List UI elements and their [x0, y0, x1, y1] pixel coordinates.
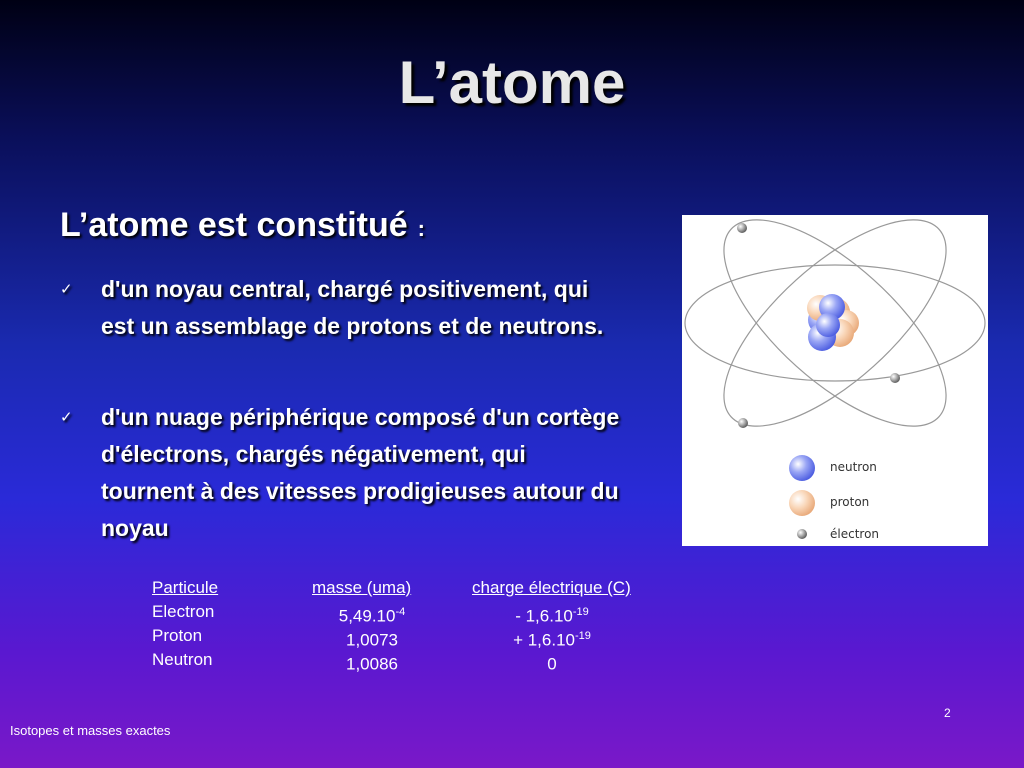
particle-table [152, 576, 672, 672]
header-particle: Particule [152, 578, 219, 597]
legend-proton: proton [830, 495, 870, 509]
table-header-row [152, 576, 672, 600]
particle-mass: 1,0086 [346, 654, 398, 674]
table-row [152, 600, 672, 624]
checkmark-icon: ✓ [60, 281, 73, 298]
section-heading [60, 206, 425, 245]
legend-electron: électron [830, 527, 880, 541]
nucleus [807, 294, 859, 351]
header-charge: charge électrique (C) [472, 578, 631, 597]
particle-charge: + $1,6.10^{-19}$ [513, 630, 591, 650]
particle-mass: $5,49.10^{-4}$ [338, 606, 406, 626]
particle-name: Proton [152, 626, 203, 645]
heading-colon: : [417, 216, 425, 241]
checkmark-icon: ✓ [60, 409, 73, 426]
particle-charge: - $1,6.10^{-19}$ [515, 606, 589, 626]
particle-mass: 1,0073 [346, 630, 398, 650]
electron-legend-icon [797, 529, 807, 539]
electron-dot [737, 223, 747, 233]
electron-dot [738, 418, 748, 428]
bullet-text: d'un noyau central, chargé positivement, qui est un assemblage de protons et de neutrons. [101, 276, 604, 339]
bullet-item-electrons [60, 399, 620, 547]
header-mass: masse (uma) [312, 578, 412, 597]
bullet-text: d'un nuage périphérique composé d'un cortège d'électrons, chargés négativement, qui tournent à des vitesses prodigieuses autour du noyau [101, 404, 620, 541]
particle-name: Neutron [152, 650, 213, 669]
footer-text: Isotopes et masses exactes [10, 723, 171, 738]
electron-dot [890, 373, 900, 383]
table-row [152, 648, 672, 672]
slide-title: L’atome [398, 49, 626, 116]
page-number: 2 [944, 706, 951, 720]
legend-neutron: neutron [830, 460, 877, 474]
bullet-item-nucleus [60, 271, 620, 345]
atom-diagram [682, 215, 988, 546]
neutron-legend-icon [789, 455, 815, 481]
particle-charge: 0 [547, 654, 557, 674]
proton-legend-icon [789, 490, 815, 516]
section-heading-text: L’atome est constitué [60, 206, 408, 244]
table-row [152, 624, 672, 648]
particle-name: Electron [152, 602, 215, 621]
